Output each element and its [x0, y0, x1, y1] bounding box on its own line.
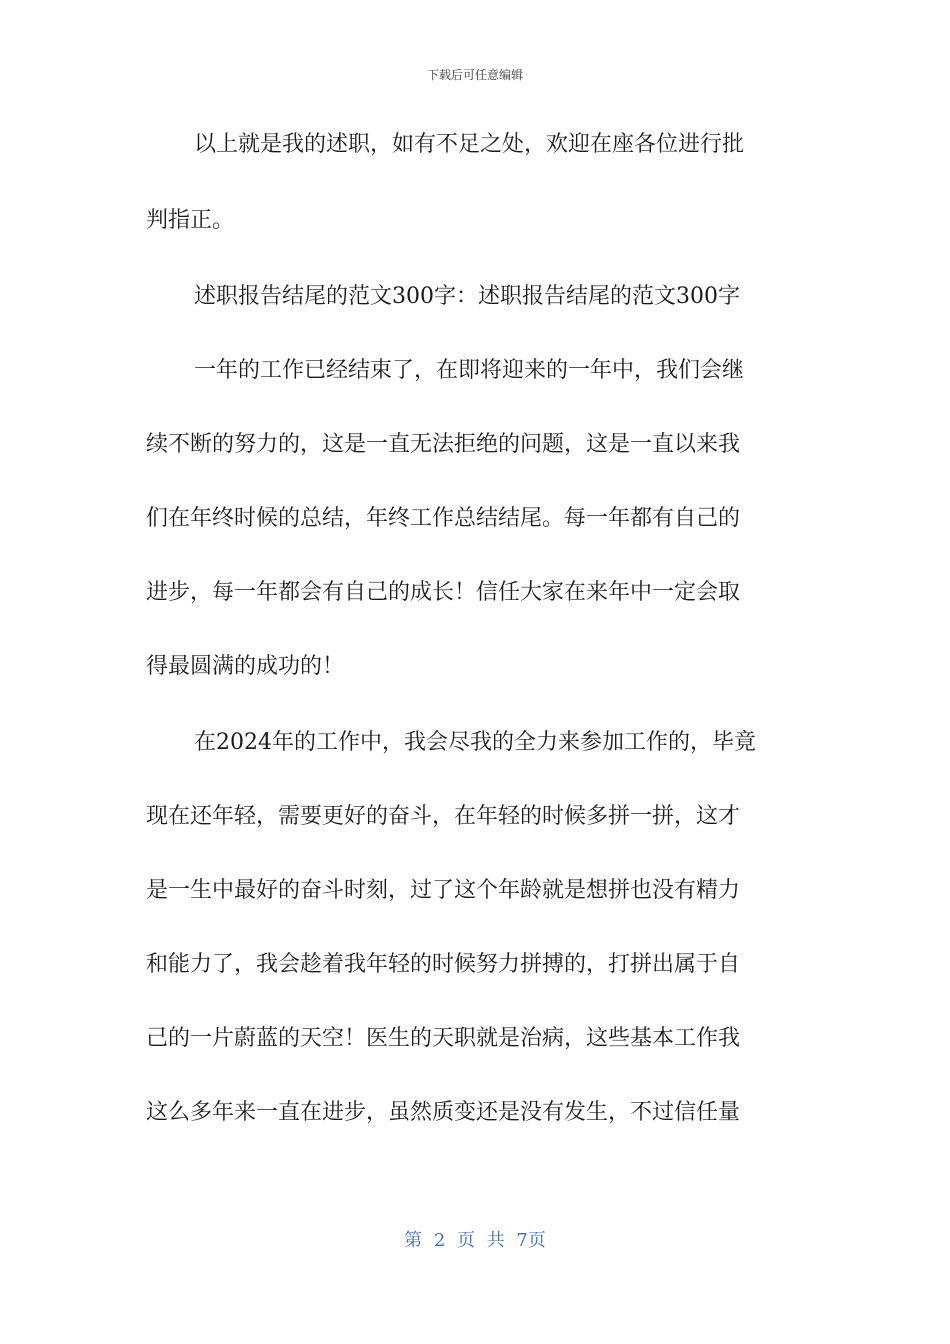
- paragraph-line: 述职报告结尾的范文300字：述职报告结尾的范文300字: [194, 284, 740, 309]
- paragraph-line: 这么多年来一直在进步，虽然质变还是没有发生，不过信任量: [146, 1100, 741, 1125]
- paragraph-line: 和能力了，我会趁着我年轻的时候努力拼搏的，打拼出属于自: [146, 952, 741, 977]
- paragraph-line: 以上就是我的述职，如有不足之处，欢迎在座各位进行批: [194, 132, 745, 157]
- paragraph-line: 得最圆满的成功的！: [146, 654, 345, 679]
- page-header: 下载后可任意编辑: [426, 68, 523, 82]
- paragraph-line: 判指正。: [146, 208, 235, 233]
- paragraph-line: 进步，每一年都会有自己的成长！信任大家在来年中一定会取: [146, 580, 741, 605]
- paragraph-line: 是一生中最好的奋斗时刻，过了这个年龄就是想拼也没有精力: [146, 878, 741, 903]
- paragraph-line: 现在还年轻，需要更好的奋斗，在年轻的时候多拼一拼，这才: [146, 804, 741, 829]
- paragraph-line: 续不断的努力的，这是一直无法拒绝的问题，这是一直以来我: [146, 432, 741, 457]
- paragraph-line: 一年的工作已经结束了，在即将迎来的一年中，我们会继: [194, 358, 745, 383]
- paragraph-line: 在2024年的工作中，我会尽我的全力来参加工作的，毕竟: [194, 730, 756, 755]
- page-number-footer: 第 2 页 共 7页: [404, 1230, 546, 1251]
- paragraph-line: 己的一片蔚蓝的天空！医生的天职就是治病，这些基本工作我: [146, 1026, 741, 1051]
- paragraph-line: 们在年终时候的总结，年终工作总结结尾。每一年都有自己的: [146, 506, 741, 531]
